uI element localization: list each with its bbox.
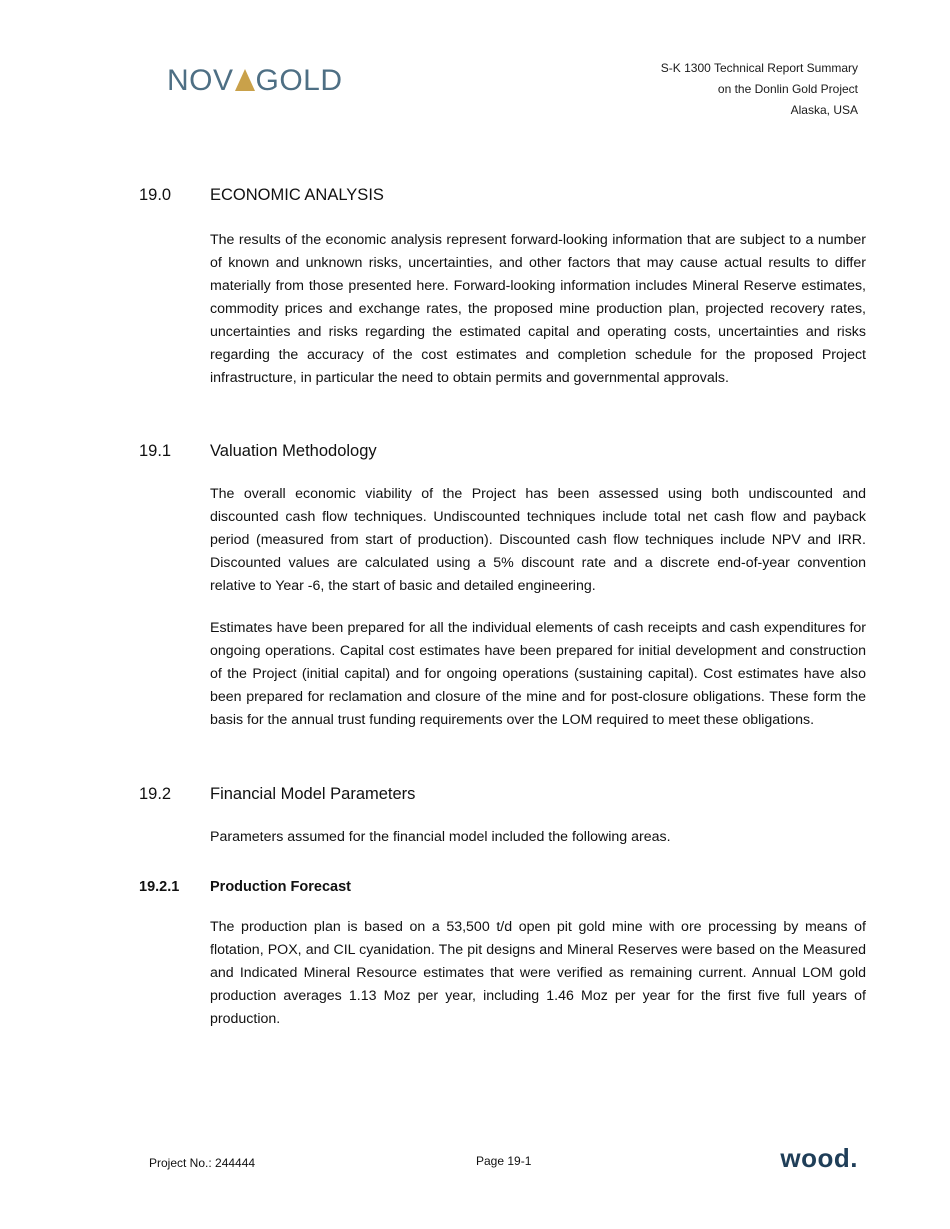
header-line-1: S-K 1300 Technical Report Summary [660,61,858,75]
logo-text-part2: GOLD [255,64,343,97]
header-line-3: Alaska, USA [790,103,858,117]
section-19-1-paragraph-2: Estimates have been prepared for all the individual elements of cash receipts and cash expenditures for ongoing operations. Capital cost estimates have been prepared for initial development and construction of the Project (initial capital) and for ongoing operations (sustaining capital). Cost estimates have also been prepared for reclamation and closure of the mine and for post-closure obligations. These form the basis for the annual trust funding requirements over the LOM required to meet these obligations. [210,620,866,728]
section-19-2-title: Financial Model Parameters [210,785,416,803]
logo-triangle-icon [235,69,255,91]
report-header [661,58,858,121]
section-19-2-1-paragraph-1: The production plan is based on a 53,500 t/d open pit gold mine with ore processing by means of flotation, POX, and CIL cyanidation. The pit designs and Mineral Reserves were based on the Measured and Indicated Mineral Resource estimates that were verified as remaining current. Annual LOM gold production averages 1.13 Moz per year, including 1.46 Moz per year for the first five full years of production. [210,919,866,1027]
section-19-2-1-title: Production Forecast [210,879,351,895]
section-19-1-paragraph-1: The overall economic viability of the Project has been assessed using both undiscounted and discounted cash flow techniques. Undiscounted techniques include total net cash flow and payback period (measured from start of production). Discounted cash flow techniques include NPV and IRR. Discounted values are calculated using a 5% discount rate and a discrete end-of-year convention relative to Year -6, the start of basic and detailed engineering. [210,486,866,594]
page-number: Page 19-1 [476,1154,532,1168]
section-19-2-number: 19.2 [139,785,172,803]
novagold-logo [167,64,343,98]
section-19-0-title: ECONOMIC ANALYSIS [210,186,384,204]
wood-logo: wood. [780,1143,858,1173]
section-19-1-number: 19.1 [139,442,172,460]
section-19-1-title: Valuation Methodology [210,442,377,460]
section-19-0-paragraph-1: The results of the economic analysis represent forward-looking information that are subject to a number of known and unknown risks, uncertainties, and other factors that may cause actual results to differ materially from those presented here. Forward-looking information includes Mineral Reserve estimates, commodity prices and exchange rates, the proposed mine production plan, projected recovery rates, uncertainties and risks regarding the estimated capital and operating costs, uncertainties and risks regarding the accuracy of the cost estimates and completion schedule for the proposed Project infrastructure, in particular the need to obtain permits and governmental approvals. [210,232,866,386]
section-19-2-paragraph-1: Parameters assumed for the financial model included the following areas. [210,829,671,845]
header-line-2: on the Donlin Gold Project [717,82,858,96]
section-19-0-number: 19.0 [139,186,172,204]
project-number: Project No.: 244444 [149,1156,256,1170]
section-19-2-1-number: 19.2.1 [139,879,180,895]
logo-text-part1: NOV [167,64,234,97]
